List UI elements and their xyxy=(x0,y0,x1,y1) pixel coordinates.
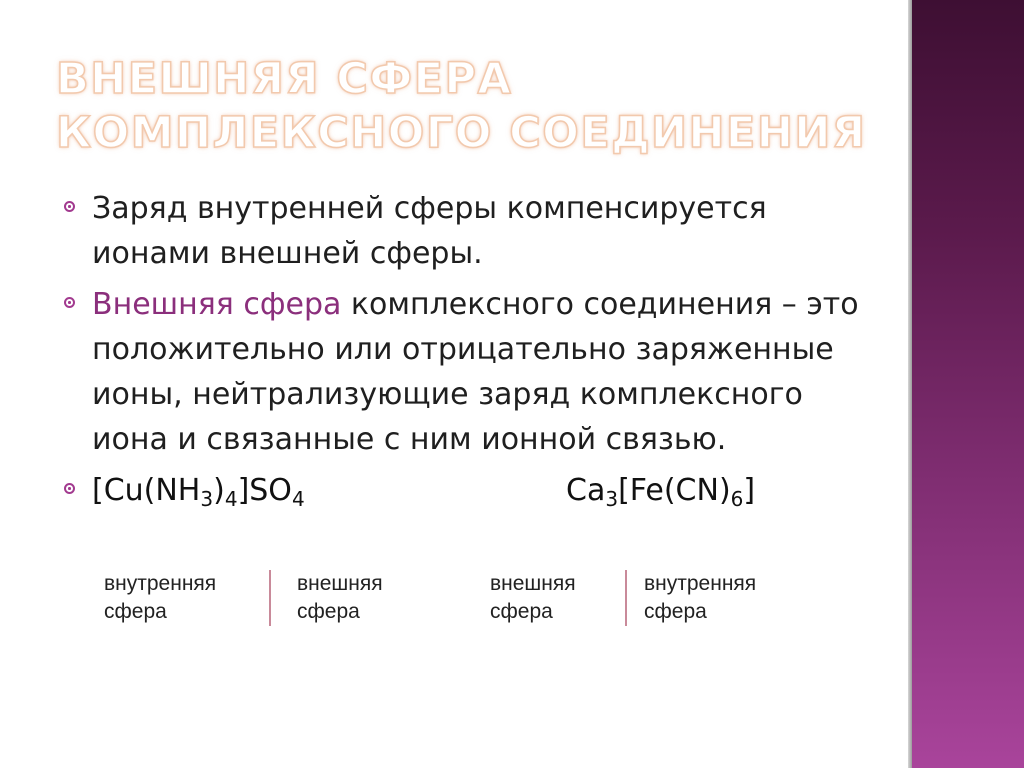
formula-calcium-ferrocyanide: $Ca_3[Fe(CN)_6]$ xyxy=(566,473,756,511)
label-inner-sphere-2: внутренняя сфера xyxy=(644,572,757,623)
bullet-item-3-formulas xyxy=(62,468,862,516)
bullet-text: Заряд внутренней сферы компенсируется ионами внешней сферы. xyxy=(92,191,767,271)
circle-bullet-icon xyxy=(64,297,75,308)
label-outer-sphere-2: внешняя сфера xyxy=(490,572,576,623)
circle-bullet-icon xyxy=(64,201,75,212)
bullet-item-2 xyxy=(62,282,862,462)
label-inner-sphere-1: внутренняя сфера xyxy=(104,572,217,623)
circle-bullet-icon xyxy=(64,483,75,494)
slide-title: ВНЕШНЯЯ СФЕРА КОМПЛЕКСНОГО СОЕДИНЕНИЯ xyxy=(56,54,867,158)
sphere-labels xyxy=(0,570,900,640)
bullet-list xyxy=(62,186,862,522)
bullet-text: комплексного соединения – это положительно или отрицательно заряженные ионы, нейтрализующие заряд комплексного иона и связанные с ним ионной связью. xyxy=(92,287,859,457)
bullet-item-1 xyxy=(62,186,862,276)
label-outer-sphere-1: внешняя сфера xyxy=(297,572,383,623)
label-divider-2 xyxy=(625,570,627,626)
formula-copper-complex: $[Cu(NH_3)_4]SO_4$ xyxy=(92,473,305,511)
label-divider-1 xyxy=(269,570,271,626)
bullet-accent-term: Внешняя сфера xyxy=(92,287,342,322)
side-decorative-panel xyxy=(912,0,1024,768)
